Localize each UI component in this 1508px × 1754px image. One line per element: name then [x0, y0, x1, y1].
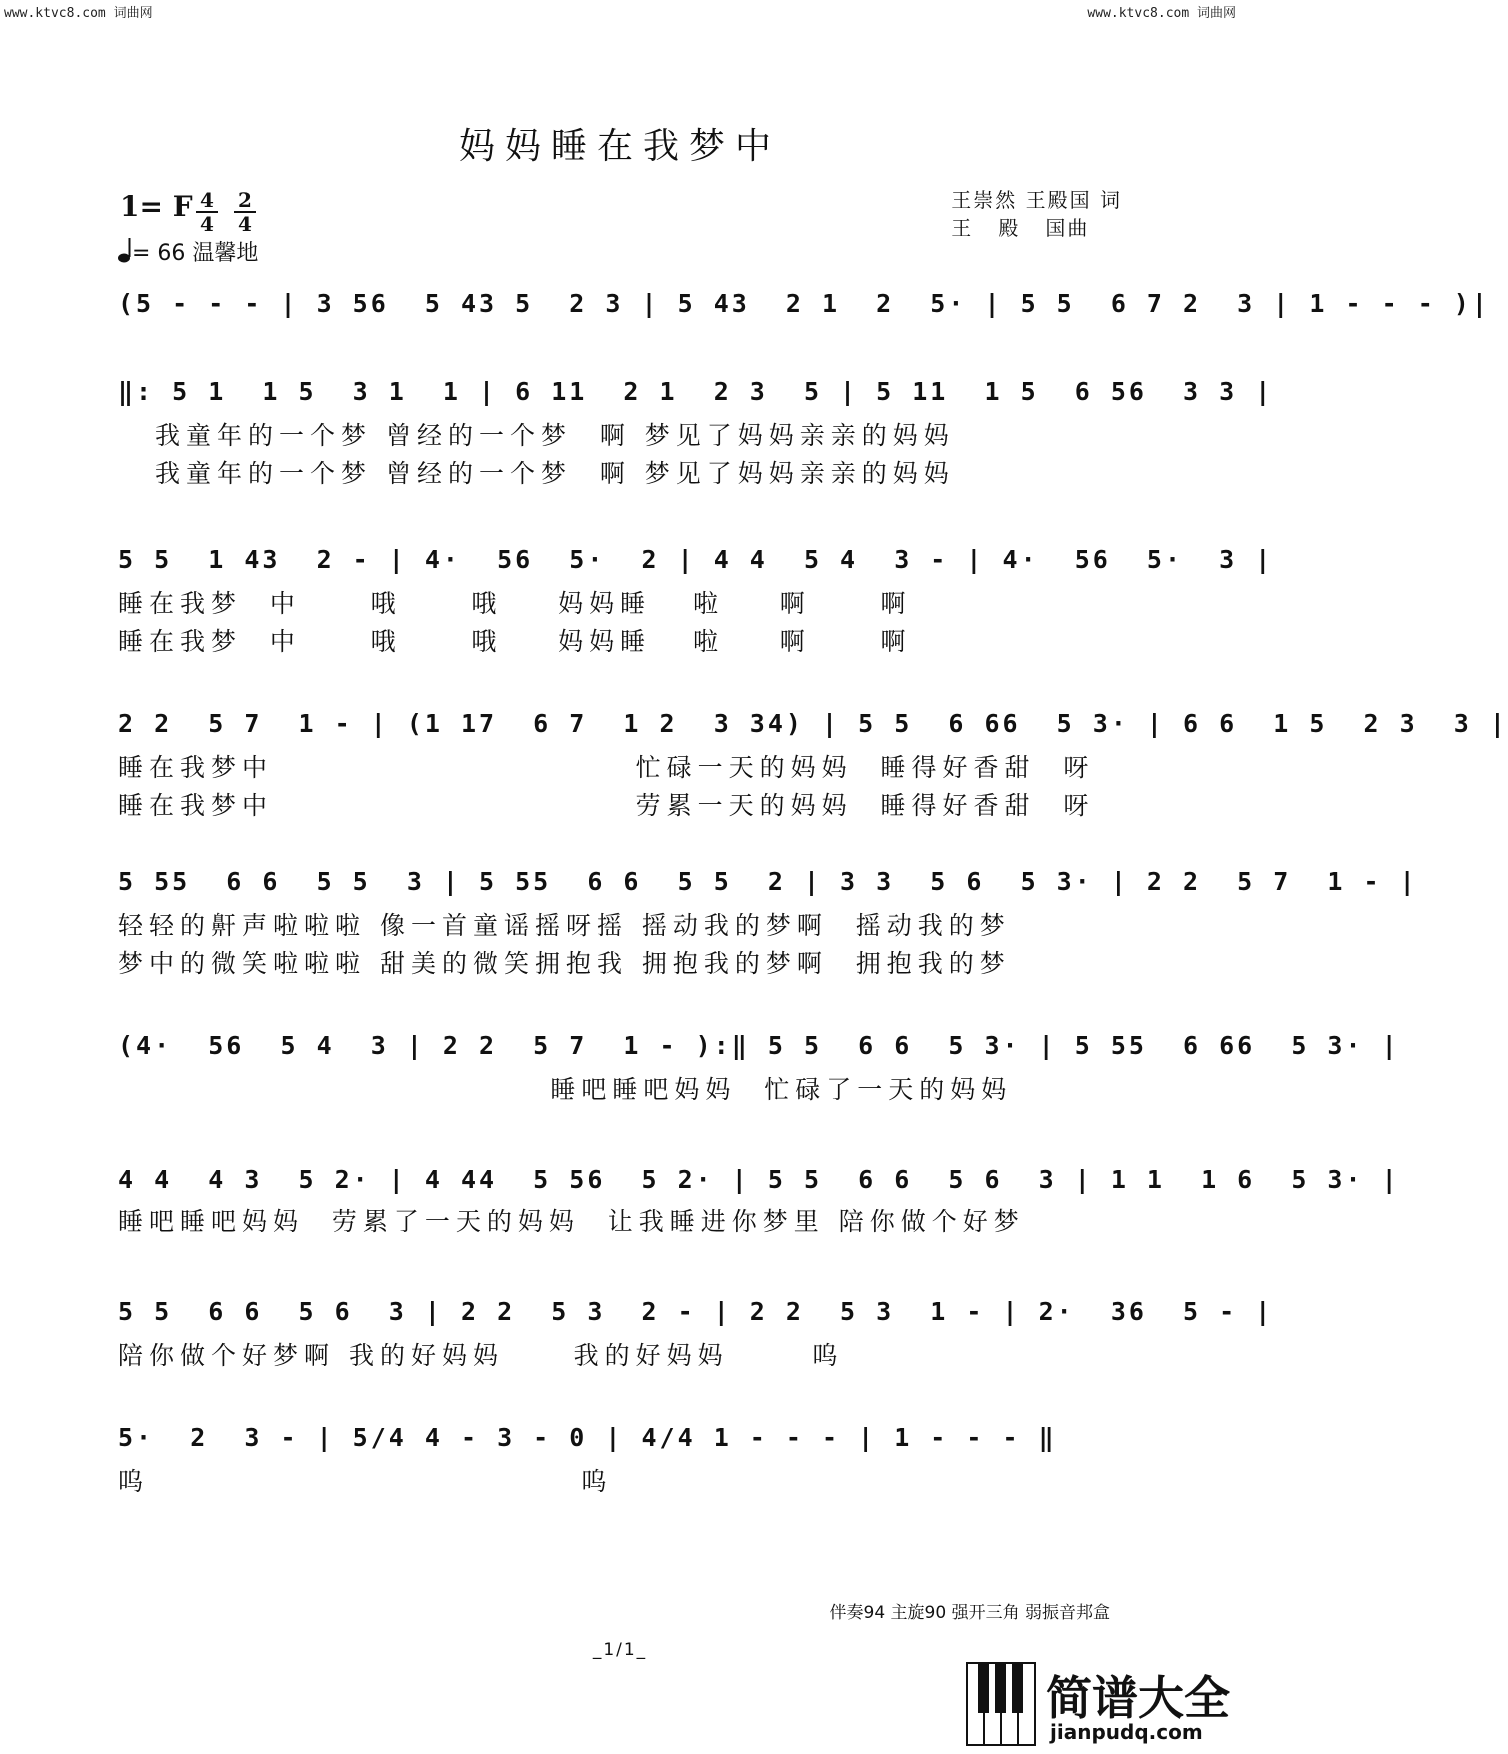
lyric-line-5: 睡在我梦中 忙碌一天的妈妈 睡得好香甜 呀 — [118, 753, 1095, 782]
accompaniment-note: 伴奏94 主旋90 强开三角 弱振音邦盒 — [829, 1603, 1110, 1623]
time-top: 2 — [238, 188, 252, 212]
lyric-line-4: 睡在我梦 中 哦 哦 妈妈睡 啦 啊 啊 — [118, 627, 912, 656]
credits — [951, 186, 1122, 242]
music-line-3: 5 5 1 43 2 - | 4· 56 5· 2 | 4 4 5 4 3 - | 4· 56 5· 3 | — [118, 545, 1274, 574]
lyric-line-10: 睡吧睡吧妈妈 劳累了一天的妈妈 让我睡进你梦里 陪你做个好梦 — [118, 1207, 1025, 1236]
lyric-line-11: 陪你做个好梦啊 我的好妈妈 我的好妈妈 呜 — [118, 1341, 844, 1370]
logo-text: 简谱大全 — [1046, 1671, 1230, 1725]
time-signature-2-4 — [234, 190, 256, 234]
tempo-marking — [118, 236, 258, 267]
quarter-note-icon — [118, 237, 132, 263]
music-line-1: (5 - - - | 3 56 5 43 5 2 3 | 5 43 2 1 2 5· | 5 5 6 7 2 3 | 1 - - - )| — [118, 289, 1490, 318]
logo-url: jianpudq.com — [1050, 1720, 1203, 1744]
page-number: _1/1_ — [592, 1640, 648, 1660]
site-header-right[interactable]: www.ktvc8.com 词曲网 — [1087, 6, 1236, 21]
lyric-line-3: 睡在我梦 中 哦 哦 妈妈睡 啦 啊 啊 — [118, 589, 912, 618]
lyric-line-1: 我童年的一个梦 曾经的一个梦 啊 梦见了妈妈亲亲的妈妈 — [155, 421, 955, 450]
lyric-line-7: 轻轻的鼾声啦啦啦 像一首童谣摇呀摇 摇动我的梦啊 摇动我的梦 — [118, 911, 1011, 940]
lyric-line-9: 睡吧睡吧妈妈 忙碌了一天的妈妈 — [118, 1075, 1013, 1104]
composer-credit: 王 殿 国曲 — [951, 216, 1090, 240]
lyric-line-12: 呜 呜 — [118, 1467, 613, 1496]
key-signature: 1= F — [120, 190, 193, 223]
music-line-5: 5 55 6 6 5 5 3 | 5 55 6 6 5 5 2 | 3 3 5 6 5 3· | 2 2 5 7 1 - | — [118, 867, 1418, 896]
music-line-7: 4 4 4 3 5 2· | 4 44 5 56 5 2· | 5 5 6 6 5 6 3 | 1 1 1 6 5 3· | — [118, 1165, 1400, 1194]
piano-keys-icon — [966, 1662, 1036, 1746]
music-line-8: 5 5 6 6 5 6 3 | 2 2 5 3 2 - | 2 2 5 3 1 - | 2· 36 5 - | — [118, 1297, 1274, 1326]
music-line-9: 5· 2 3 - | 5/4 4 - 3 - 0 | 4/4 1 - - - | 1 - - - ‖ — [118, 1423, 1057, 1452]
time-bottom: 4 — [238, 212, 252, 236]
time-signature-4-4 — [196, 190, 218, 234]
site-header-left[interactable]: www.ktvc8.com 词曲网 — [4, 6, 153, 21]
tempo-text: = 66 温馨地 — [132, 241, 259, 266]
lyric-line-8: 梦中的微笑啦啦啦 甜美的微笑拥抱我 拥抱我的梦啊 拥抱我的梦 — [118, 949, 1011, 978]
music-line-4: 2 2 5 7 1 - | (1 17 6 7 1 2 3 34) | 5 5 6 66 5 3· | 6 6 1 5 2 3 3 | — [118, 709, 1508, 738]
lyricist-credit: 王崇然 王殿国 词 — [951, 188, 1122, 212]
music-line-6: (4· 56 5 4 3 | 2 2 5 7 1 - ):‖ 5 5 6 6 5 3· | 5 55 6 66 5 3· | — [118, 1031, 1400, 1060]
site-logo[interactable] — [966, 1662, 1236, 1748]
time-top: 4 — [200, 188, 214, 212]
song-title: 妈妈睡在我梦中 — [458, 126, 781, 167]
music-line-2: ‖: 5 1 1 5 3 1 1 | 6 11 2 1 2 3 5 | 5 11 1 5 6 56 3 3 | — [118, 377, 1274, 406]
lyric-line-6: 睡在我梦中 劳累一天的妈妈 睡得好香甜 呀 — [118, 791, 1095, 820]
time-bottom: 4 — [200, 212, 214, 236]
lyric-line-2: 我童年的一个梦 曾经的一个梦 啊 梦见了妈妈亲亲的妈妈 — [155, 459, 955, 488]
